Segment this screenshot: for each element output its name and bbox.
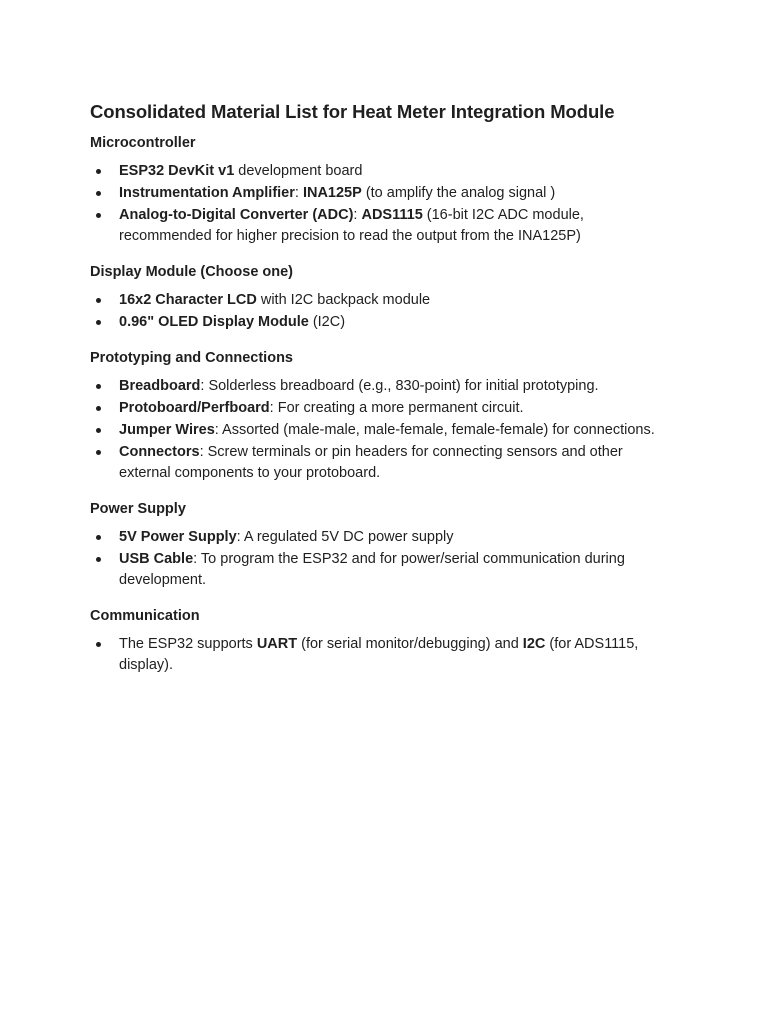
section-display-module <box>90 262 768 333</box>
item-term: INA125P <box>302 185 362 201</box>
section-prototyping <box>90 348 768 484</box>
section-power-supply <box>90 499 768 591</box>
item-term: UART <box>256 636 298 652</box>
bullet-icon <box>96 320 101 325</box>
bullet-list <box>90 161 670 247</box>
bullet-icon <box>96 384 101 389</box>
section-heading: Display Module (Choose one) <box>90 264 294 280</box>
section-heading: Prototyping and Connections <box>90 350 293 366</box>
bullet-icon <box>96 406 101 411</box>
item-term: Analog-to-Digital Converter (ADC) <box>119 207 354 223</box>
section-heading: Communication <box>90 608 200 624</box>
bullet-list <box>90 376 670 484</box>
item-text: (I2C) <box>308 314 346 330</box>
item-term: Breadboard <box>119 378 201 394</box>
bullet-icon <box>96 557 101 562</box>
item-text: : To program the ESP32 and for power/serial communication during development. <box>119 551 625 588</box>
list-item <box>90 290 670 311</box>
section-heading: Power Supply <box>90 501 186 517</box>
bullet-icon <box>96 213 101 218</box>
item-text: : Solderless breadboard (e.g., 830-point) for initial prototyping. <box>200 378 599 394</box>
item-text: : A regulated 5V DC power supply <box>236 529 454 545</box>
section-heading: Microcontroller <box>90 135 196 151</box>
item-term: I2C <box>522 636 546 652</box>
bullet-list <box>90 527 670 591</box>
item-text: (to amplify the analog signal ) <box>361 185 556 201</box>
item-text: The ESP32 supports <box>119 636 257 652</box>
list-item <box>90 398 670 419</box>
section-communication <box>90 606 768 676</box>
item-text: : <box>353 207 362 223</box>
item-term: Instrumentation Amplifier <box>119 185 295 201</box>
document-title: Consolidated Material List for Heat Meter Integration Module <box>90 101 615 122</box>
item-term: 16x2 Character LCD <box>119 292 257 308</box>
item-term: Connectors <box>119 444 200 460</box>
list-item <box>90 634 670 676</box>
item-text: with I2C backpack module <box>256 292 431 308</box>
list-item <box>90 442 670 484</box>
item-term: 0.96" OLED Display Module <box>119 314 309 330</box>
bullet-icon <box>96 642 101 647</box>
list-item <box>90 312 670 333</box>
list-item <box>90 161 670 182</box>
item-term: Jumper Wires <box>119 422 215 438</box>
list-item <box>90 376 670 397</box>
list-item <box>90 205 670 247</box>
item-text: (for ADS1115, display). <box>119 636 639 673</box>
list-item <box>90 183 670 204</box>
list-item <box>90 549 670 591</box>
bullet-icon <box>96 191 101 196</box>
item-term: ESP32 DevKit v1 <box>119 163 235 179</box>
item-term: Protoboard/Perfboard <box>119 400 270 416</box>
item-term: USB Cable <box>119 551 194 567</box>
list-item <box>90 420 670 441</box>
item-text: : Screw terminals or pin headers for connecting sensors and other external components to your protoboard. <box>119 444 623 481</box>
section-microcontroller <box>90 133 768 247</box>
item-term: ADS1115 <box>361 207 423 223</box>
item-text: : Assorted (male-male, male-female, female-female) for connections. <box>214 422 655 438</box>
item-text: (for serial monitor/debugging) and <box>297 636 523 652</box>
list-item <box>90 527 670 548</box>
bullet-list <box>90 290 670 333</box>
bullet-list <box>90 634 670 676</box>
bullet-icon <box>96 535 101 540</box>
bullet-icon <box>96 169 101 174</box>
item-term: 5V Power Supply <box>119 529 237 545</box>
item-text: (16-bit I2C ADC module, recommended for higher precision to read the output from the INA125P) <box>119 207 584 244</box>
item-text: : For creating a more permanent circuit. <box>269 400 524 416</box>
item-text: : <box>294 185 303 201</box>
bullet-icon <box>96 298 101 303</box>
bullet-icon <box>96 428 101 433</box>
item-text: development board <box>234 163 363 179</box>
bullet-icon <box>96 450 101 455</box>
